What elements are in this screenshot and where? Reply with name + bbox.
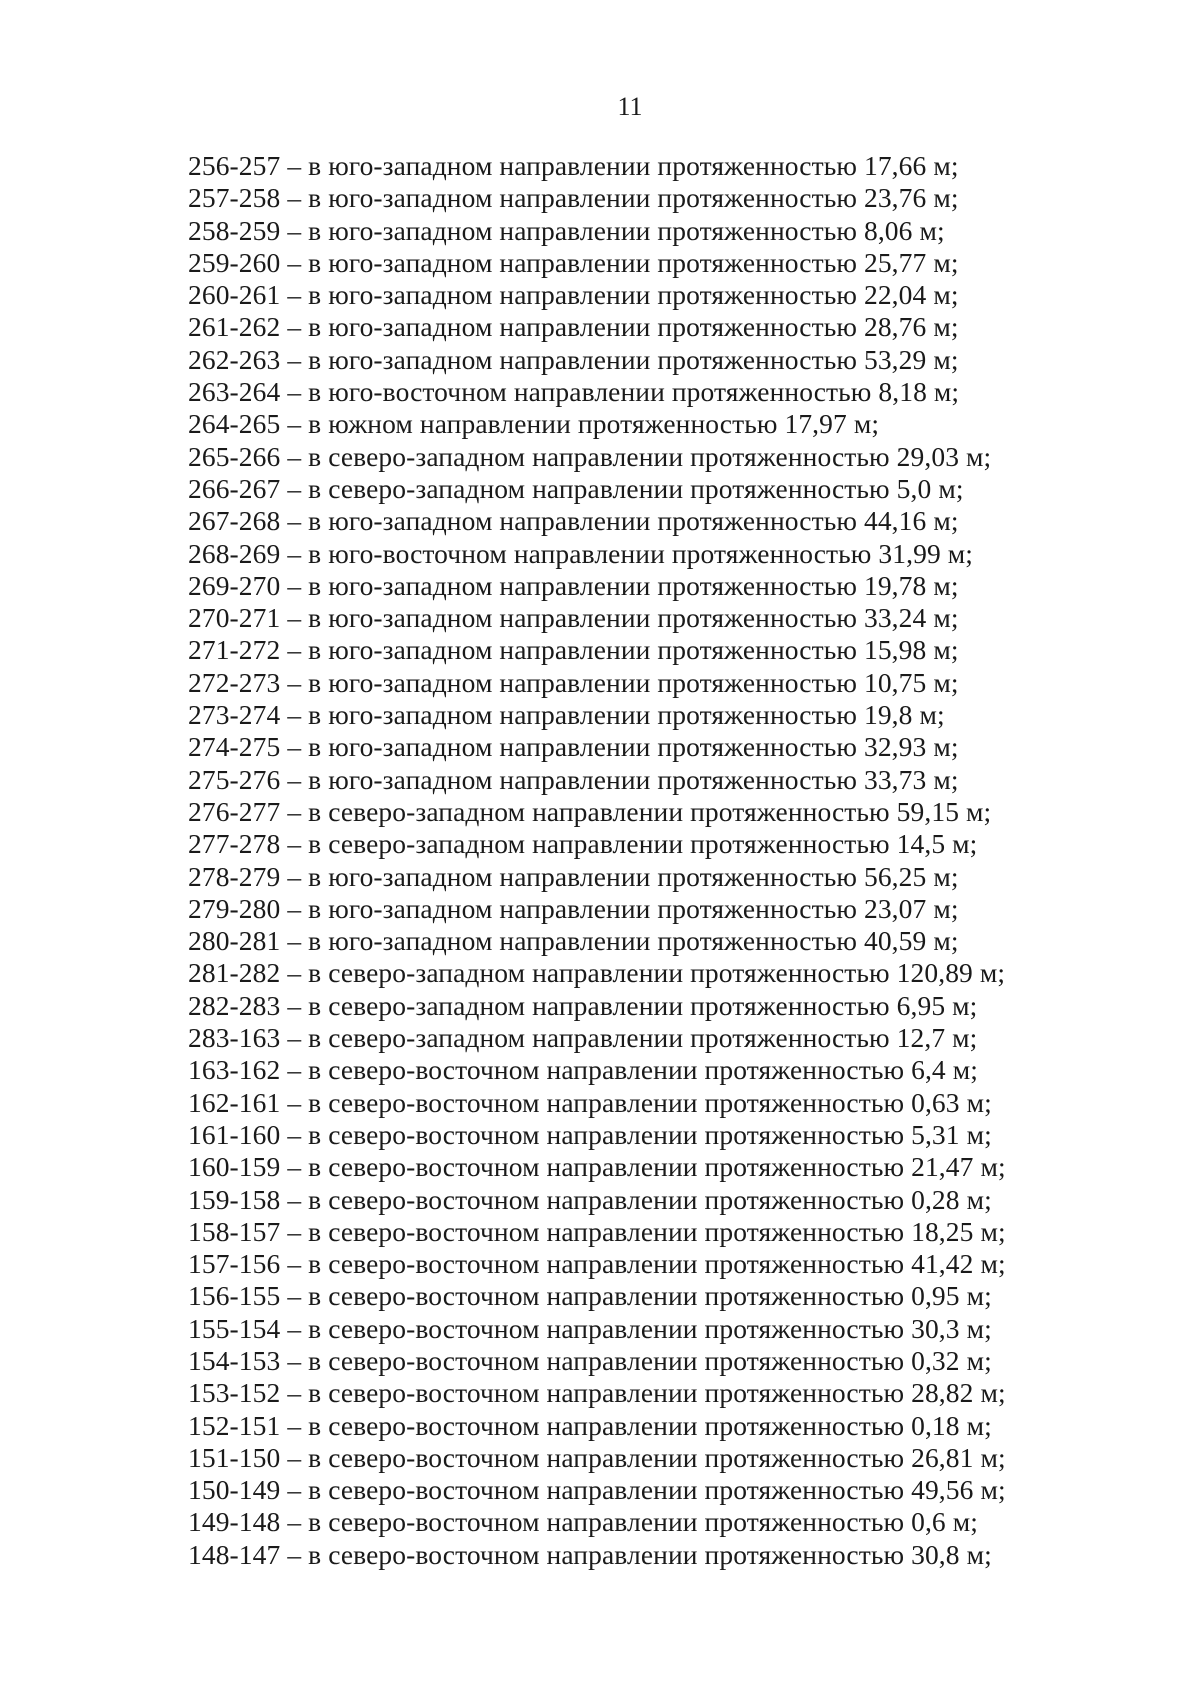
boundary-segment-line [188,344,1188,376]
segment-description: в северо-западном направлении протяженностью 29,03 м; [308,440,992,472]
segment-dash: – [280,279,309,311]
segment-dash: – [280,150,309,181]
boundary-segment-line [188,634,1188,666]
segment-dash: – [280,957,309,989]
boundary-segment-line [188,1248,1188,1280]
segment-points: 153-152 [188,1377,281,1409]
segment-dash: – [280,440,309,472]
segment-points: 157-156 [188,1248,281,1280]
segment-description: в юго-западном направлении протяженностью 33,24 м; [308,602,959,634]
segment-dash: – [280,1086,309,1118]
segment-points: 154-153 [188,1344,281,1376]
boundary-segment-line [188,731,1188,763]
segment-points: 151-150 [188,1441,281,1473]
segment-points: 160-159 [188,1151,281,1183]
boundary-segment-line [188,602,1188,634]
segment-description: в северо-восточном направлении протяженностью 0,63 м; [308,1086,992,1118]
segment-dash: – [280,311,309,343]
segment-description: в юго-западном направлении протяженностью 23,07 м; [308,892,959,924]
boundary-segment-line [188,505,1188,537]
segment-dash: – [280,1215,309,1247]
segment-description: в юго-западном направлении протяженностью 33,73 м; [308,763,959,795]
segment-dash: – [280,246,309,278]
segment-points: 155-154 [188,1312,281,1344]
boundary-segment-line [188,1377,1188,1409]
boundary-segment-line [188,957,1188,989]
boundary-segment-line [188,828,1188,860]
segment-points: 260-261 [188,279,281,311]
boundary-segment-line [188,1054,1188,1086]
segment-points: 266-267 [188,472,281,504]
segment-description: в юго-западном направлении протяженностью 53,29 м; [308,343,959,375]
boundary-segment-line [188,1151,1188,1183]
segment-description: в северо-восточном направлении протяженностью 30,3 м; [308,1312,992,1344]
segment-points: 259-260 [188,246,281,278]
segment-dash: – [280,537,309,569]
segment-dash: – [280,472,309,504]
boundary-segment-line [188,473,1188,505]
boundary-segment-line [188,441,1188,473]
segment-points: 262-263 [188,343,281,375]
boundary-segment-line [188,699,1188,731]
segment-dash: – [280,989,309,1021]
segment-description: в северо-восточном направлении протяженностью 26,81 м; [308,1441,1006,1473]
boundary-segment-line [188,1410,1188,1442]
segment-dash: – [280,505,309,537]
segment-description: в северо-западном направлении протяженностью 12,7 м; [308,1022,978,1054]
boundary-segment-line [188,764,1188,796]
segment-description: в юго-западном направлении протяженностью 32,93 м; [308,731,959,763]
boundary-segment-line [188,150,1188,182]
segment-points: 258-259 [188,214,281,246]
segment-description: в северо-восточном направлении протяженностью 0,28 м; [308,1183,992,1215]
segment-dash: – [280,1474,309,1506]
segment-dash: – [280,634,309,666]
segment-dash: – [280,1280,309,1312]
boundary-segment-line [188,1506,1188,1538]
segment-points: 257-258 [188,182,281,214]
boundary-segment-line [188,1280,1188,1312]
segment-description: в северо-западном направлении протяженностью 6,95 м; [308,989,978,1021]
segment-points: 278-279 [188,860,281,892]
segment-dash: – [280,343,309,375]
segment-points: 264-265 [188,408,281,440]
segment-dash: – [280,828,309,860]
segment-description: в северо-восточном направлении протяженностью 6,4 м; [308,1054,979,1086]
segment-dash: – [280,1312,309,1344]
segment-dash: – [280,1248,309,1280]
boundary-segment-line [188,1216,1188,1248]
segment-description: в северо-восточном направлении протяженностью 0,95 м; [308,1280,992,1312]
segment-points: 274-275 [188,731,281,763]
segment-points: 156-155 [188,1280,281,1312]
boundary-segment-line [188,1442,1188,1474]
segment-dash: – [280,1183,309,1215]
segment-points: 280-281 [188,925,281,957]
segment-description: в северо-восточном направлении протяженностью 30,8 м; [308,1538,992,1570]
segment-points: 150-149 [188,1474,281,1506]
segment-points: 158-157 [188,1215,281,1247]
segment-dash: – [280,569,309,601]
segment-description: в юго-западном направлении протяженностью 23,76 м; [308,182,959,214]
segment-description: в северо-восточном направлении протяженностью 49,56 м; [308,1474,1006,1506]
segment-description: в юго-восточном направлении протяженностью 8,18 м; [308,376,960,408]
segment-description: в юго-западном направлении протяженностью 28,76 м; [308,311,959,343]
segment-dash: – [280,1409,309,1441]
segment-description: в юго-западном направлении протяженностью 40,59 м; [308,925,959,957]
segment-dash: – [280,408,309,440]
segment-description: в юго-западном направлении протяженностью 15,98 м; [308,634,959,666]
segment-dash: – [280,763,309,795]
segment-dash: – [280,1344,309,1376]
segment-points: 261-262 [188,311,281,343]
segment-description: в юго-западном направлении протяженностью 10,75 м; [308,666,959,698]
segment-dash: – [280,1118,309,1150]
segment-points: 282-283 [188,989,281,1021]
segment-points: 163-162 [188,1054,281,1086]
segment-points: 272-273 [188,666,281,698]
segment-description: в юго-западном направлении протяженностью 22,04 м; [308,279,959,311]
segment-description: в юго-западном направлении протяженностью 19,78 м; [308,569,959,601]
boundary-segment-line [188,796,1188,828]
boundary-segment-line [188,667,1188,699]
segment-description: в юго-западном направлении протяженностью 25,77 м; [308,246,959,278]
segment-points: 265-266 [188,440,281,472]
segment-description: в северо-западном направлении протяженностью 59,15 м; [308,795,992,827]
segment-points: 279-280 [188,892,281,924]
boundary-segment-line [188,1539,1188,1571]
boundary-segment-line [188,1087,1188,1119]
segment-dash: – [280,892,309,924]
segment-dash: – [280,602,309,634]
segment-description: в северо-западном направлении протяженностью 120,89 м; [308,957,1006,989]
segment-dash: – [280,1151,309,1183]
segment-description: в северо-восточном направлении протяженностью 18,25 м; [308,1215,1006,1247]
segment-dash: – [280,1054,309,1086]
segment-points: 152-151 [188,1409,281,1441]
boundary-segment-line [188,990,1188,1022]
segment-description: в северо-восточном направлении протяженностью 0,6 м; [308,1506,979,1538]
segment-description: в северо-западном направлении протяженностью 14,5 м; [308,828,978,860]
segment-description: в северо-западном направлении протяженностью 5,0 м; [308,472,964,504]
segment-dash: – [280,1506,309,1538]
segment-points: 263-264 [188,376,281,408]
segment-points: 159-158 [188,1183,281,1215]
segment-dash: – [280,1538,309,1570]
boundary-segment-line [188,376,1188,408]
segment-points: 161-160 [188,1118,281,1150]
segment-description: в северо-восточном направлении протяженностью 41,42 м; [308,1248,1006,1280]
boundary-segment-line [188,247,1188,279]
boundary-segment-line [188,311,1188,343]
segment-points: 149-148 [188,1506,281,1538]
segment-dash: – [280,731,309,763]
boundary-segment-line [188,1184,1188,1216]
segment-dash: – [280,1022,309,1054]
boundary-segment-line [188,1313,1188,1345]
boundary-segment-line [188,1345,1188,1377]
boundary-segment-line [188,1022,1188,1054]
segment-description: в юго-западном направлении протяженностью 19,8 м; [308,699,945,731]
segment-points: 148-147 [188,1538,281,1570]
segment-description: в северо-восточном направлении протяженностью 21,47 м; [308,1151,1006,1183]
segment-points: 267-268 [188,505,281,537]
boundary-segment-line [188,1119,1188,1151]
segment-description: в юго-западном направлении протяженностью 44,16 м; [308,505,959,537]
segment-dash: – [280,214,309,246]
segment-description: в юго-западном направлении протяженностью 56,25 м; [308,860,959,892]
segment-description: в юго-западном направлении протяженностью 8,06 м; [308,214,945,246]
segment-points: 268-269 [188,537,281,569]
boundary-segment-line [188,1474,1188,1506]
boundary-segment-line [188,215,1188,247]
segment-dash: – [280,376,309,408]
boundary-segment-line [188,861,1188,893]
segment-points: 269-270 [188,569,281,601]
segment-points: 277-278 [188,828,281,860]
segment-points: 276-277 [188,795,281,827]
segment-points: 283-163 [188,1022,281,1054]
segment-points: 162-161 [188,1086,281,1118]
segment-points: 256-257 [188,150,281,181]
segment-dash: – [280,1377,309,1409]
boundary-description-list [188,150,1188,1571]
segment-dash: – [280,925,309,957]
segment-description: в северо-восточном направлении протяженностью 5,31 м; [308,1118,992,1150]
segment-points: 281-282 [188,957,281,989]
segment-description: в северо-восточном направлении протяженностью 28,82 м; [308,1377,1006,1409]
boundary-segment-line [188,893,1188,925]
segment-description: в северо-восточном направлении протяженностью 0,18 м; [308,1409,992,1441]
segment-points: 270-271 [188,602,281,634]
segment-points: 275-276 [188,763,281,795]
boundary-segment-line [188,182,1188,214]
boundary-segment-line [188,925,1188,957]
boundary-segment-line [188,538,1188,570]
segment-points: 273-274 [188,699,281,731]
boundary-segment-line [188,570,1188,602]
segment-dash: – [280,1441,309,1473]
segment-description: в северо-восточном направлении протяженностью 0,32 м; [308,1344,992,1376]
segment-dash: – [280,699,309,731]
boundary-segment-line [188,408,1188,440]
segment-dash: – [280,860,309,892]
segment-dash: – [280,666,309,698]
segment-dash: – [280,182,309,214]
segment-description: в южном направлении протяженностью 17,97 м; [308,408,880,440]
boundary-segment-line [188,279,1188,311]
segment-description: в юго-западном направлении протяженностью 17,66 м; [308,150,959,181]
segment-description: в юго-восточном направлении протяженностью 31,99 м; [308,537,974,569]
page-number: 11 [617,92,643,121]
segment-dash: – [280,795,309,827]
segment-points: 271-272 [188,634,281,666]
